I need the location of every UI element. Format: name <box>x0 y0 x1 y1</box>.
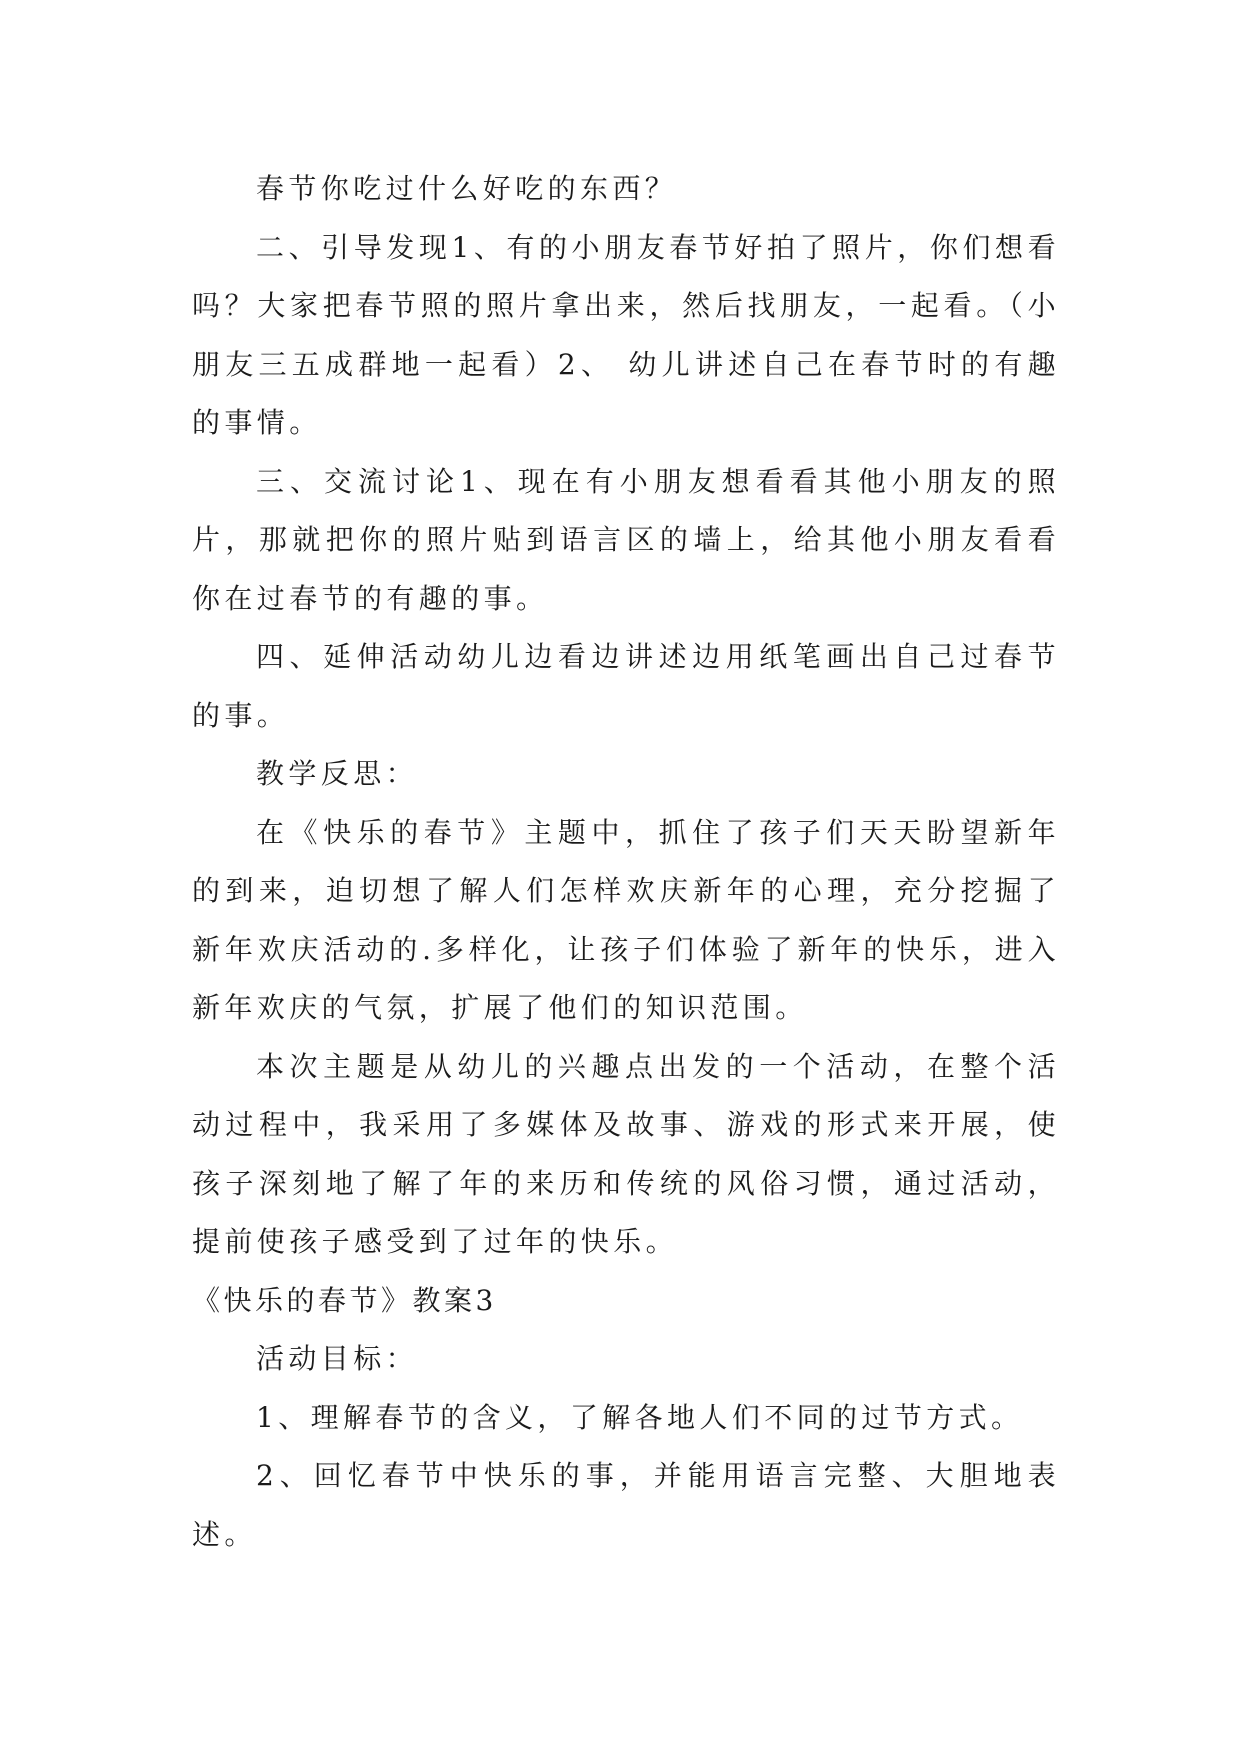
paragraph-reflection-2: 本次主题是从幼儿的兴趣点出发的一个活动，在整个活动过程中，我采用了多媒体及故事、游戏的形式来开展，使孩子深刻地了解了年的来历和传统的风俗习惯，通过活动，提前使孩子感受到了过年的快乐。 <box>192 1049 1060 1258</box>
paragraph-goal-1: 1、理解春节的含义，了解各地人们不同的过节方式。 <box>256 1400 1024 1434</box>
paragraph-food-question: 春节你吃过什么好吃的东西？ <box>256 172 678 205</box>
paragraph-reflection-1: 在《快乐的春节》主题中，抓住了孩子们天天盼望新年的到来，迫切想了解人们怎样欢庆新年的心理，充分挖掘了新年欢庆活动的.多样化，让孩子们体验了新年的快乐，进入新年欢庆的气氛，扩展了他们的知识范围。 <box>192 815 1060 1024</box>
paragraph-activity-goals-label: 活动目标： <box>256 1342 419 1375</box>
document-body <box>192 160 1060 1564</box>
paragraph-goal-2: 2、回忆春节中快乐的事，并能用语言完整、大胆地表述。 <box>192 1459 1060 1551</box>
paragraph-extension-activity: 四、延伸活动幼儿边看边讲述边用纸笔画出自己过春节的事。 <box>192 640 1060 732</box>
paragraph-guide-discover: 二、引导发现1、有的小朋友春节好拍了照片，你们想看吗？大家把春节照的照片拿出来，然后找朋友，一起看。（小朋友三五成群地一起看）2、 幼儿讲述自己在春节时的有趣的事情。 <box>192 230 1060 439</box>
paragraph-exchange-discuss: 三、交流讨论1、现在有小朋友想看看其他小朋友的照片，那就把你的照片贴到语言区的墙上，给其他小朋友看看你在过春节的有趣的事。 <box>192 464 1060 615</box>
paragraph-teaching-reflection-label: 教学反思： <box>256 757 419 790</box>
section-title: 《快乐的春节》教案3 <box>192 1283 497 1317</box>
